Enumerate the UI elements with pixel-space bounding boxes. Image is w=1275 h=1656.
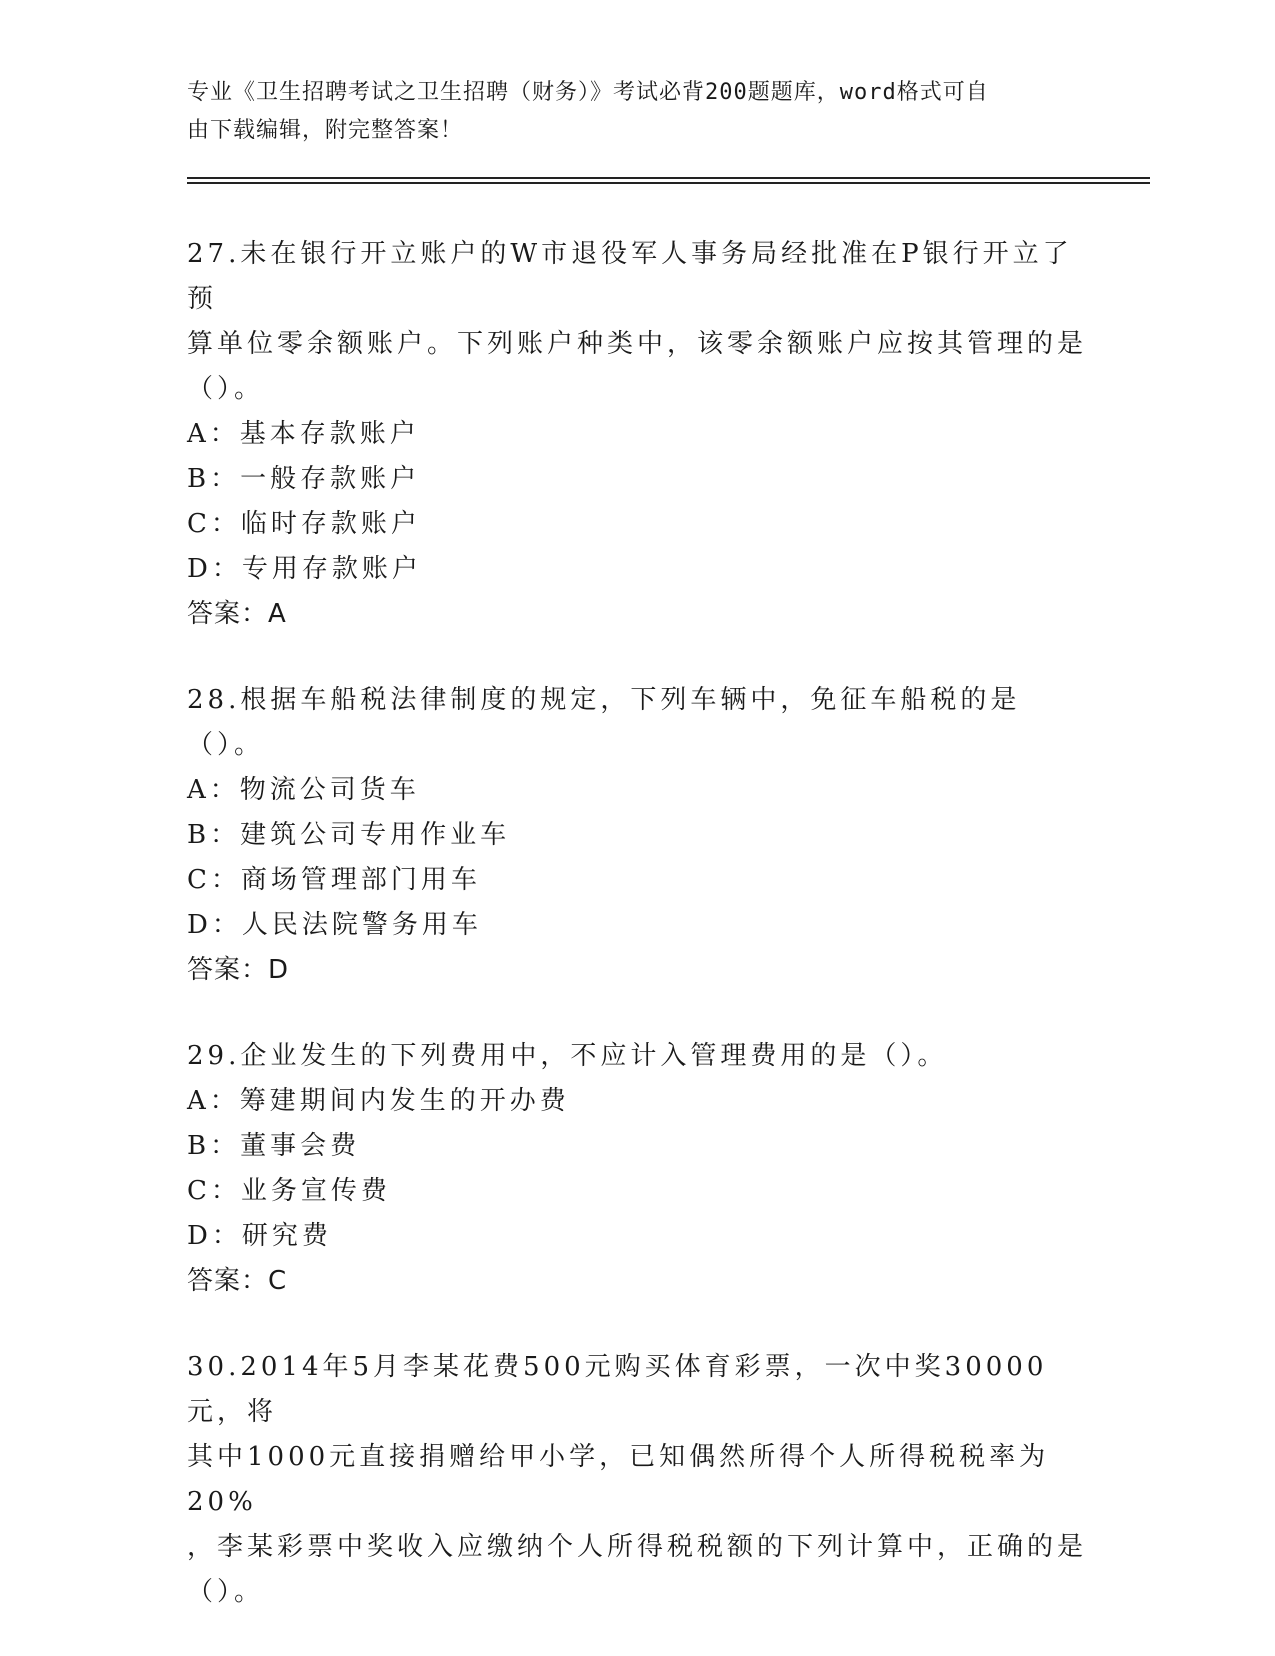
question-stem-line: （）。 <box>187 1577 265 1607</box>
question-block <box>187 678 1087 993</box>
question-stem-line: （）。 <box>187 374 265 404</box>
question-stem-line: 其中1000元直接捐赠给甲小学，已知偶然所得个人所得税税率为20% <box>187 1442 1050 1517</box>
question-list <box>187 232 1087 1656</box>
header-divider-bottom <box>187 182 1150 184</box>
question-option: B：建筑公司专用作业车 <box>187 820 511 850</box>
question-answer: 答案：C <box>187 1266 288 1296</box>
question-option: C：商场管理部门用车 <box>187 865 481 895</box>
question-option: A：基本存款账户 <box>187 419 420 449</box>
question-stem-line: 29.企业发生的下列费用中，不应计入管理费用的是（）。 <box>187 1041 948 1071</box>
document-header <box>187 74 1067 150</box>
question-answer: 答案：D <box>187 955 290 985</box>
question-stem-line: 27.未在银行开立账户的W市退役军人事务局经批准在P银行开立了预 <box>187 239 1073 314</box>
question-answer: 答案：A <box>187 599 287 629</box>
question-stem-line: ，李某彩票中奖收入应缴纳个人所得税税额的下列计算中，正确的是 <box>187 1532 1088 1562</box>
header-line-2: 由下载编辑，附完整答案！ <box>187 118 464 143</box>
question-stem-line: 30.2014年5月李某花费500元购买体育彩票，一次中奖30000元，将 <box>187 1352 1048 1427</box>
question-block <box>187 1034 1087 1304</box>
question-option: C：业务宣传费 <box>187 1176 391 1206</box>
question-option: B：董事会费 <box>187 1131 361 1161</box>
question-block <box>187 1345 1087 1615</box>
question-option: D：人民法院警务用车 <box>187 910 482 940</box>
question-block <box>187 232 1087 637</box>
header-line-1: 专业《卫生招聘考试之卫生招聘（财务）》考试必背200题题库，word格式可自 <box>187 80 989 105</box>
question-option: C：临时存款账户 <box>187 509 421 539</box>
question-stem-line: 算单位零余额账户。下列账户种类中，该零余额账户应按其管理的是 <box>187 329 1088 359</box>
question-option: D：研究费 <box>187 1221 332 1251</box>
question-stem-line: 28.根据车船税法律制度的规定，下列车辆中，免征车船税的是（）。 <box>187 685 1021 760</box>
question-option: B：一般存款账户 <box>187 464 421 494</box>
question-option: A：物流公司货车 <box>187 775 420 805</box>
header-divider-top <box>187 177 1150 179</box>
question-option: D：专用存款账户 <box>187 554 422 584</box>
question-option: A：筹建期间内发生的开办费 <box>187 1086 570 1116</box>
